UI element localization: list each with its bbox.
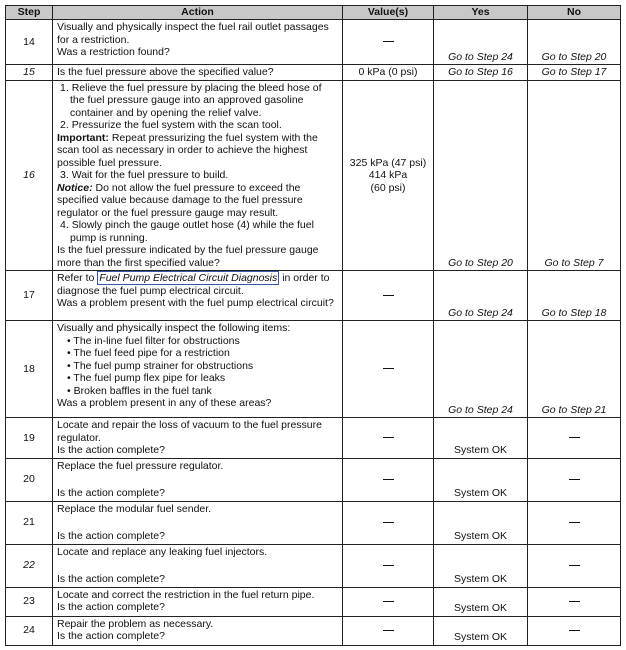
step-number: 22 [6, 544, 53, 587]
step-number: 19 [6, 418, 53, 459]
step-index: 2. [60, 119, 69, 131]
bullet: • [67, 334, 71, 347]
empty-value-dash [383, 368, 394, 369]
action-cell [53, 458, 343, 501]
header-step: Step [6, 6, 53, 20]
yes-cell: Go to Step 24 [434, 321, 528, 418]
step-number: 14 [6, 20, 53, 65]
yes-cell: Go to Step 24 [434, 271, 528, 321]
bullet: • [67, 347, 71, 359]
no-cell [528, 418, 621, 459]
value-cell [343, 321, 434, 418]
step-number: 20 [6, 458, 53, 501]
yes-cell: System OK [434, 418, 528, 459]
action-question: Is the action complete? [57, 630, 165, 642]
value-cell [343, 587, 434, 616]
diagnostic-table [5, 5, 621, 646]
action-cell [53, 544, 343, 587]
important-note [57, 132, 338, 170]
no-cell: Go to Step 7 [528, 80, 621, 271]
inspection-item [57, 360, 338, 373]
action-question: Is the action complete? [57, 487, 165, 499]
action-text: Repair the problem as necessary. [57, 617, 214, 630]
action-cell [53, 418, 343, 459]
step-index: 3. [60, 169, 69, 181]
empty-value-dash [383, 41, 394, 42]
action-cell [53, 321, 343, 418]
notice-label: Notice: [57, 181, 93, 194]
action-cell [53, 20, 343, 65]
table-row-step-22 [6, 544, 621, 587]
value-cell [343, 271, 434, 321]
step-number: 15 [6, 65, 53, 81]
action-question: Is the action complete? [57, 573, 165, 585]
table-row-step-14 [6, 20, 621, 65]
header-action: Action [53, 6, 343, 20]
numbered-step-4 [57, 219, 338, 244]
yes-cell: System OK [434, 544, 528, 587]
empty-no-dash [569, 437, 580, 438]
empty-value-dash [383, 601, 394, 602]
action-question: Is the fuel pressure indicated by the fuel pressure gauge more than the first specified value? [57, 244, 319, 269]
value-line: 414 kPa [368, 169, 408, 181]
yes-cell: System OK [434, 616, 528, 645]
yes-cell: Go to Step 24 [434, 20, 528, 65]
important-label: Important: [57, 131, 109, 144]
action-question: Is the action complete? [57, 601, 165, 613]
empty-value-dash [383, 565, 394, 566]
step-text: Slowly pinch the gauge outlet hose (4) while the fuel pump is running. [70, 219, 314, 244]
step-text: Relieve the fuel pressure by placing the bleed hose of the fuel pressure gauge into an approved gasoline container and by opening the relief valve. [70, 81, 322, 119]
header-yes: Yes [434, 6, 528, 20]
notice-note [57, 182, 338, 220]
step-number: 24 [6, 616, 53, 645]
step-number: 16 [6, 80, 53, 271]
yes-cell: System OK [434, 587, 528, 616]
important-text: Repeat pressurizing the fuel system with the scan tool as necessary in order to achieve the highest possible fuel pressure. [57, 131, 318, 169]
no-cell [528, 501, 621, 544]
action-cell: Is the fuel pressure above the specified value? [53, 65, 343, 81]
header-no: No [528, 6, 621, 20]
value-cell [343, 80, 434, 271]
table-row-step-19 [6, 418, 621, 459]
inspection-item [57, 335, 338, 348]
step-number: 23 [6, 587, 53, 616]
inspection-item-text: The fuel feed pipe for a restriction [73, 347, 230, 359]
step-number: 17 [6, 271, 53, 321]
value-cell [343, 544, 434, 587]
bullet: • [67, 359, 71, 372]
numbered-step-1 [57, 82, 338, 120]
inspection-item [57, 372, 338, 385]
yes-cell: Go to Step 16 [434, 65, 528, 81]
inspection-item-text: The in-line fuel filter for obstructions [73, 334, 240, 347]
empty-value-dash [383, 479, 394, 480]
no-cell [528, 458, 621, 501]
no-cell: Go to Step 20 [528, 20, 621, 65]
action-question: Is the action complete? [57, 444, 165, 456]
table-row-step-18 [6, 321, 621, 418]
value-line: (60 psi) [370, 181, 406, 194]
value-cell: 0 kPa (0 psi) [343, 65, 434, 81]
step-index: 1. [60, 81, 69, 94]
table-row-step-15 [6, 65, 621, 81]
notice-text: Do not allow the fuel pressure to exceed the specified value because damage to the fuel pressure regulator or the fuel pressure gauge may result. [57, 181, 303, 219]
empty-no-dash [569, 630, 580, 631]
step-number: 18 [6, 321, 53, 418]
numbered-step-3 [57, 169, 338, 182]
value-line: 325 kPa (47 psi) [349, 156, 427, 169]
value-cell [343, 501, 434, 544]
inspection-item [57, 385, 338, 398]
action-text: Locate and correct the restriction in the fuel return pipe. [57, 588, 315, 601]
inspection-item-text: The fuel pump strainer for obstructions [73, 359, 254, 372]
yes-cell: System OK [434, 458, 528, 501]
bullet: • [67, 384, 71, 397]
yes-cell: System OK [434, 501, 528, 544]
table-row-step-23 [6, 587, 621, 616]
action-question: Was a restriction found? [57, 46, 170, 58]
inspection-item-text: The fuel pump flex pipe for leaks [73, 372, 226, 384]
table-row-step-16 [6, 80, 621, 271]
no-cell: Go to Step 17 [528, 65, 621, 81]
table-row-step-24 [6, 616, 621, 645]
empty-no-dash [569, 522, 580, 523]
empty-value-dash [383, 295, 394, 296]
circuit-diagnosis-link[interactable]: Fuel Pump Electrical Circuit Diagnosis [99, 272, 278, 284]
action-text: Visually and physically inspect the following items: [57, 322, 291, 334]
inspection-item-text: Broken baffles in the fuel tank [73, 384, 212, 397]
header-values: Value(s) [343, 6, 434, 20]
header-row [6, 6, 621, 20]
action-question: Was a problem present in any of these areas? [57, 397, 272, 409]
action-cell [53, 271, 343, 321]
step-text: Wait for the fuel pressure to build. [71, 169, 229, 181]
action-question: Is the action complete? [57, 530, 165, 542]
action-text: Replace the modular fuel sender. [57, 502, 212, 515]
action-text: Locate and replace any leaking fuel injectors. [57, 545, 268, 558]
action-text: Visually and physically inspect the fuel rail outlet passages for a restriction. [57, 21, 329, 46]
no-cell [528, 587, 621, 616]
action-text-suffix: in order to diagnose the fuel pump electrical circuit. [57, 272, 330, 297]
action-text-prefix: Refer to [57, 272, 95, 284]
table-row-step-20 [6, 458, 621, 501]
numbered-step-2 [57, 119, 338, 132]
empty-value-dash [383, 630, 394, 631]
value-cell [343, 458, 434, 501]
empty-value-dash [383, 522, 394, 523]
action-cell [53, 80, 343, 271]
value-cell [343, 616, 434, 645]
no-cell [528, 616, 621, 645]
action-question: Was a problem present with the fuel pump electrical circuit? [57, 297, 334, 309]
step-text: Pressurize the fuel system with the scan tool. [71, 119, 282, 131]
empty-no-dash [569, 601, 580, 602]
empty-no-dash [569, 479, 580, 480]
action-cell [53, 501, 343, 544]
empty-value-dash [383, 437, 394, 438]
value-cell [343, 418, 434, 459]
action-cell [53, 616, 343, 645]
no-cell: Go to Step 21 [528, 321, 621, 418]
empty-no-dash [569, 565, 580, 566]
step-number: 21 [6, 501, 53, 544]
action-text: Replace the fuel pressure regulator. [57, 459, 224, 472]
no-cell [528, 544, 621, 587]
action-text: Locate and repair the loss of vacuum to the fuel pressure regulator. [57, 419, 322, 444]
inspection-item [57, 347, 338, 360]
bullet: • [67, 372, 71, 384]
table-row-step-17 [6, 271, 621, 321]
step-index: 4. [60, 219, 69, 231]
action-text [57, 272, 338, 297]
no-cell: Go to Step 18 [528, 271, 621, 321]
value-cell [343, 20, 434, 65]
yes-cell: Go to Step 20 [434, 80, 528, 271]
table-row-step-21 [6, 501, 621, 544]
action-cell [53, 587, 343, 616]
